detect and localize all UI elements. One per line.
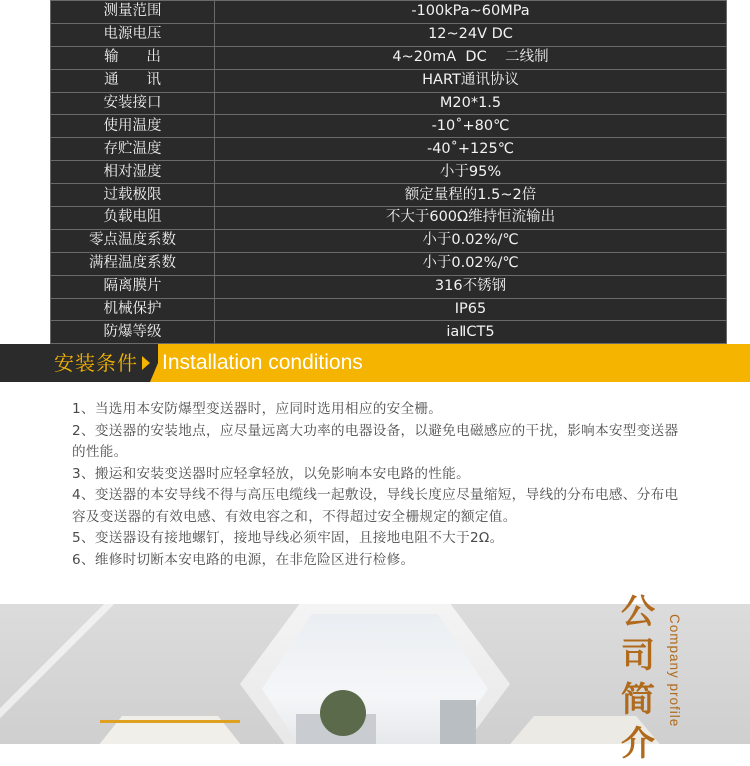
- section-banner: [0, 344, 750, 382]
- spec-value: 小于95%: [215, 161, 727, 184]
- spec-key: 存贮温度: [51, 138, 215, 161]
- spec-key: 隔离膜片: [51, 275, 215, 298]
- company-profile-title-cn: [616, 590, 660, 766]
- title-char: 介: [621, 724, 655, 764]
- spec-key: 机械保护: [51, 298, 215, 321]
- section-title-cn: 安装条件: [54, 351, 138, 375]
- conditions-list: [72, 399, 692, 571]
- spec-row: [51, 207, 727, 230]
- spec-row: [51, 184, 727, 207]
- spec-row: [51, 161, 727, 184]
- spec-row: [51, 138, 727, 161]
- condition-item: 6、维修时切断本安电路的电源，在非危险区进行检修。: [72, 551, 415, 568]
- spec-key: 满程温度系数: [51, 252, 215, 275]
- spec-value: HART通讯协议: [215, 69, 727, 92]
- spec-row: [51, 1, 727, 24]
- spec-value: 额定量程的1.5~2倍: [215, 184, 727, 207]
- condition-item: 1、当选用本安防爆型变送器时，应同时选用相应的安全栅。: [72, 401, 443, 417]
- spec-value: 4~20mA DC 二线制: [215, 46, 727, 69]
- company-profile-title-en: Company profile: [667, 614, 682, 728]
- spec-table-body: [51, 1, 727, 344]
- spec-key: 电源电压: [51, 23, 215, 46]
- condition-item: 4、变送器的本安导线不得与高压电缆线一起敷设，导线长度应尽量缩短，导线的分布电感、分布电容及变送器的有效电感、有效电容之和，不得超过安全栅规定的额定值。: [72, 487, 679, 525]
- spec-row: [51, 115, 727, 138]
- spec-key: 负载电阻: [51, 207, 215, 230]
- building-shape: [440, 700, 476, 744]
- spec-row: [51, 275, 727, 298]
- spec-key: 防爆等级: [51, 321, 215, 344]
- spec-key: 使用温度: [51, 115, 215, 138]
- condition-item: 3、搬运和安装变送器时应轻拿轻放，以免影响本安电路的性能。: [72, 465, 470, 482]
- spec-key: 过载极限: [51, 184, 215, 207]
- spec-key: 通 讯: [51, 69, 215, 92]
- spec-table: [50, 0, 727, 344]
- spec-value: -100kPa~60MPa: [215, 1, 727, 24]
- spec-row: [51, 46, 727, 69]
- spec-row: [51, 69, 727, 92]
- tree-shape: [320, 690, 366, 736]
- spec-key: 测量范围: [51, 1, 215, 24]
- spec-value: IP65: [215, 298, 727, 321]
- spec-key: 安装接口: [51, 92, 215, 115]
- spec-row: [51, 321, 727, 344]
- spec-row: [51, 298, 727, 321]
- title-char: 公: [621, 592, 655, 632]
- spec-value: iaⅡCT5: [215, 321, 727, 344]
- spec-value: M20*1.5: [215, 92, 727, 115]
- title-char: 司: [621, 636, 655, 676]
- spec-value: 不大于600Ω维持恒流输出: [215, 207, 727, 230]
- spec-key: 输 出: [51, 46, 215, 69]
- spec-value: -10˚+80℃: [215, 115, 727, 138]
- spec-section: [0, 0, 750, 344]
- spec-value: 小于0.02%/℃: [215, 229, 727, 252]
- spec-value: 12~24V DC: [215, 23, 727, 46]
- spec-row: [51, 23, 727, 46]
- spec-value: 316不锈钢: [215, 275, 727, 298]
- condition-item: 5、变送器设有接地螺钉，接地导线必须牢固，且接地电阻不大于2Ω。: [72, 530, 504, 546]
- spec-value: 小于0.02%/℃: [215, 252, 727, 275]
- spec-row: [51, 252, 727, 275]
- warehouse-rack-shape: [100, 720, 240, 744]
- section-title-en: Installation conditions: [162, 351, 363, 374]
- spec-value: -40˚+125℃: [215, 138, 727, 161]
- banner-arrow-icon: [142, 356, 150, 370]
- spec-row: [51, 92, 727, 115]
- spec-key: 零点温度系数: [51, 229, 215, 252]
- spec-row: [51, 229, 727, 252]
- condition-item: 2、变送器的安装地点，应尽量远离大功率的电器设备，以避免电磁感应的干扰，影响本安型变送器的性能。: [72, 422, 679, 460]
- spec-key: 相对湿度: [51, 161, 215, 184]
- title-char: 简: [621, 680, 655, 720]
